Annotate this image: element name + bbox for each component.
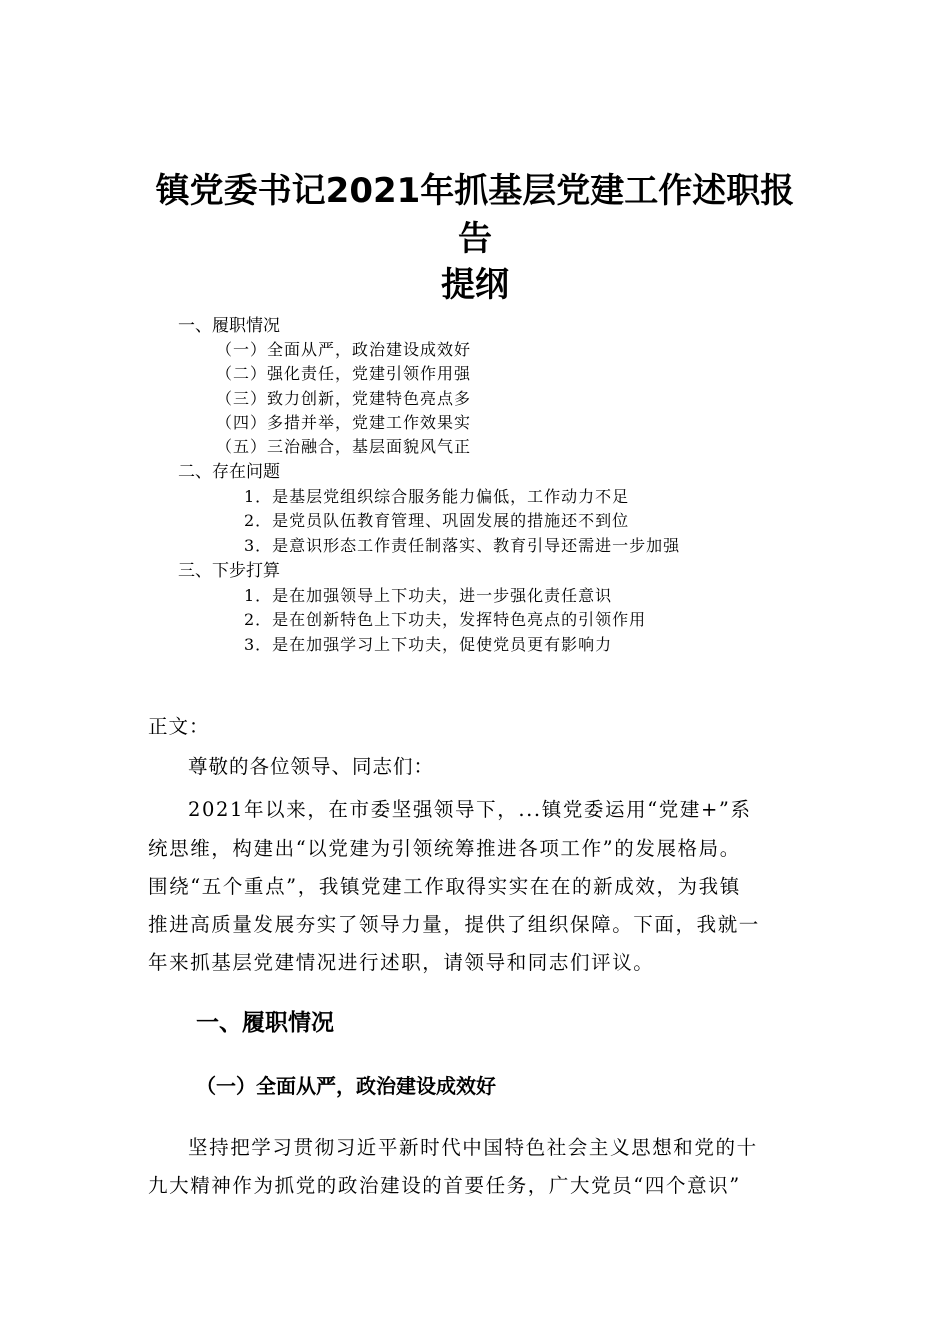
paragraph-line: 围绕“五个重点”，我镇党建工作取得实实在在的新成效，为我镇 [148,875,741,898]
outline-heading-2: 二、存在问题 [178,462,280,482]
outline-item: （二）强化责任，党建引领作用强 [216,364,472,383]
outline-item: 2．是在创新特色上下功夫，发挥特色亮点的引领作用 [244,610,647,629]
document-subtitle: 提纲 [441,265,509,305]
greeting: 尊敬的各位领导、同志们： [188,755,435,778]
outline-item: （五）三治融合，基层面貌风气正 [216,437,472,456]
paragraph-line: 统思维，构建出“以党建为引领统筹推进各项工作”的发展格局。 [148,837,741,860]
paragraph-line: 2021年以来，在市委坚强领导下，...镇党委运用“党建+”系 [188,798,752,821]
paragraph-line: 推进高质量发展夯实了领导力量，提供了组织保障。下面，我就一 [148,913,760,936]
outline-item: 1．是基层党组织综合服务能力偏低，工作动力不足 [244,487,630,506]
outline-item: 1．是在加强领导上下功夫，进一步强化责任意识 [244,586,613,605]
outline-item: （三）致力创新，党建特色亮点多 [216,389,472,408]
subsection-heading: （一）全面从严，政治建设成效好 [196,1074,496,1098]
outline-heading-3: 三、下步打算 [178,561,280,581]
body-label: 正文： [148,715,210,738]
paragraph-line: 年来抓基层党建情况进行述职，请领导和同志们评议。 [148,951,655,974]
paragraph-line: 九大精神作为抓党的政治建设的首要任务，广大党员“四个意识” [148,1174,741,1197]
section-heading: 一、履职情况 [196,1010,334,1036]
document-title-line-1: 镇党委书记2021年抓基层党建工作述职报 [155,171,795,211]
outline-item: 2．是党员队伍教育管理、巩固发展的措施还不到位 [244,511,630,530]
outline-item: （四）多措并举，党建工作效果实 [216,413,472,432]
outline-item: 3．是意识形态工作责任制落实、教育引导还需进一步加强 [244,536,681,555]
paragraph-line: 坚持把学习贯彻习近平新时代中国特色社会主义思想和党的十 [188,1136,758,1159]
document-title-line-2: 告 [458,219,492,259]
outline-item: （一）全面从严，政治建设成效好 [216,340,472,359]
outline-heading-1: 一、履职情况 [178,316,280,336]
outline-item: 3．是在加强学习上下功夫，促使党员更有影响力 [244,635,613,654]
